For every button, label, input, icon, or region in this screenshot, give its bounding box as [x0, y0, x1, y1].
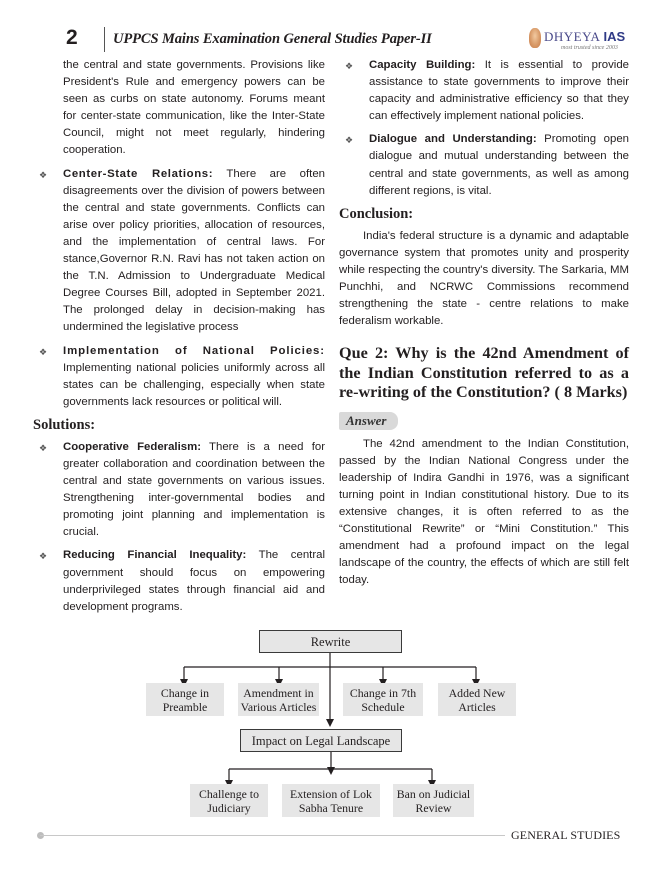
footer-rule [40, 835, 505, 836]
diamond-bullet-icon: ❖ [39, 169, 48, 180]
rewrite-flow-diagram [0, 625, 662, 825]
page-header [0, 0, 662, 58]
diagram-node-amendment-articles: Amendment in Various Articles [238, 683, 319, 716]
page-number: 2 [66, 26, 78, 49]
logo-tagline: most trusted since 2003 [561, 45, 618, 51]
diagram-node-impact-legal-landscape: Impact on Legal Landscape [240, 729, 402, 752]
diamond-bullet-icon: ❖ [39, 551, 48, 562]
conclusion-paragraph: India's federal structure is a dynamic and adaptable governance system that promotes unity and prosperity while respecting the country's diversity. The Sarkaria, MM Punchhi, and NCRWC Commissions recommend strengthening the state - centre relations to make federalism workable. [339, 229, 629, 328]
bullet-cooperative-federalism: ❖ Cooperative Federalism: There is a need for greater collaboration and coordination between the central and state governments on various issues. Strengthening inter-governmental bodies and promoting joint planning and implementation is crucial. [39, 440, 325, 539]
conclusion-heading: Conclusion: [339, 205, 414, 222]
header-title: UPPCS Mains Examination General Studies Paper-II [113, 31, 432, 47]
logo-emblem-icon [529, 28, 541, 48]
diamond-bullet-icon: ❖ [39, 346, 48, 357]
solutions-heading: Solutions: [33, 416, 96, 433]
answer-paragraph: The 42nd amendment to the Indian Constitution, passed by the Indian National Congress under the leadership of Indira Gandhi in 1976, was a significant turning point in Indian constitutional history. Due to its extensive changes, it is often referred to as the “Constitutional Rewrite” or “Mini Constitution.” This amendment had a profound impact on the legal landscape of the country, the effects of which are still felt today. [339, 437, 629, 587]
bullet-implementation-national-policies: ❖ Implementation of National Policies: Implementing national policies uniformly across all states can be challenging, especially when state governments lack resources or political will. [39, 344, 325, 408]
header-divider [104, 27, 105, 52]
diagram-node-change-7th-schedule: Change in 7th Schedule [343, 683, 423, 716]
bullet-capacity-building: ❖ Capacity Building: It is essential to provide assistance to state governments to improve their capacity and administrative efficiency so that they can effectively implement national policies. [345, 59, 629, 123]
diagram-node-added-new-articles: Added New Articles [438, 683, 516, 716]
diagram-node-ban-judicial-review: Ban on Judicial Review [393, 784, 474, 817]
diagram-node-rewrite: Rewrite [259, 630, 402, 653]
dhyeya-ias-logo [527, 27, 635, 55]
diamond-bullet-icon: ❖ [345, 61, 354, 71]
diamond-bullet-icon: ❖ [39, 442, 48, 453]
question-heading: Que 2: Why is the 42nd Amendment of the Indian Constitution referred to as a re-writing of the Constitution? ( 8 Marks) [339, 344, 629, 402]
bullet-reducing-financial-inequality: ❖ Reducing Financial Inequality: The central government should focus on empowering underprivileged states through financial aid and development programs. [39, 549, 325, 613]
bullet-center-state-relations: ❖ Center-State Relations: There are often disagreements over the division of powers between the central and state governments. Conflicts can arise over policy priorities, allocation of resources, and the implementation of central laws. For stance,Governor R.N. Ravi has not taken action on the T.N. Admission to Undergraduate Medical Degree Courses Bill, adopted in September 2021. The prolonged delay in decision-making has undermined the legislative process [39, 167, 325, 334]
diamond-bullet-icon: ❖ [345, 135, 354, 146]
diagram-node-change-preamble: Change in Preamble [146, 683, 224, 716]
footer-label: GENERAL STUDIES [511, 828, 621, 842]
diagram-node-challenge-judiciary: Challenge to Judiciary [190, 784, 268, 817]
bullet-dialogue-understanding: ❖ Dialogue and Understanding: Promoting open dialogue and mutual understanding between the central and state governments, as well as among different regions, is vital. [345, 133, 629, 197]
left-column [33, 57, 325, 622]
answer-badge: Answer [339, 412, 398, 430]
continued-paragraph: the central and state governments. Provisions like President's Rule and emergency powers can be seen as curbs on state autonomy. Forums meant for center-state communication, like the Inter-State Council, might not meet regularly, hindering cooperation. [63, 59, 325, 157]
logo-name: DHYEYA IAS [544, 29, 626, 44]
diagram-node-extension-lok-sabha: Extension of Lok Sabha Tenure [282, 784, 380, 817]
right-column [339, 57, 629, 589]
